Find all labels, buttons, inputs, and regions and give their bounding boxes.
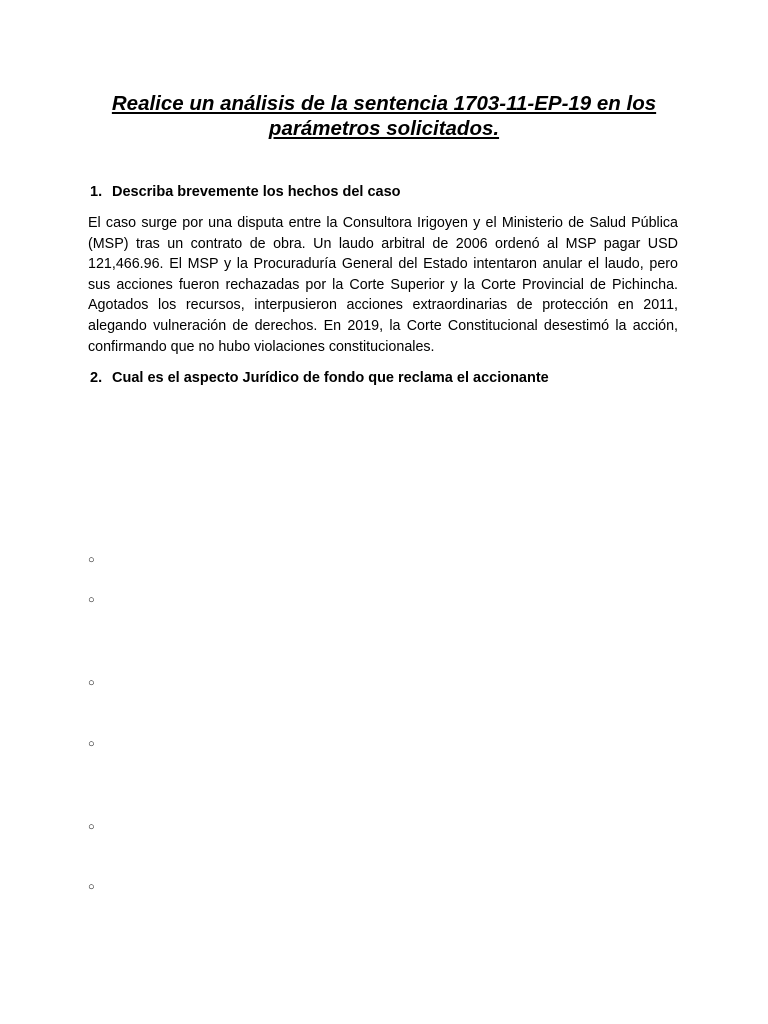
- empty-bullet: ○: [88, 738, 95, 750]
- document-title: Realice un análisis de la sentencia 1703-11-EP-19 en los parámetros solicitados.: [111, 92, 657, 140]
- question-2-text: Cual es el aspecto Jurídico de fondo que reclama el accionante: [112, 370, 549, 386]
- question-1-answer: El caso surge por una disputa entre la Consultora Irigoyen y el Ministerio de Salud Pública (MSP) tras un contrato de obra. Un laudo arbitral de 2006 ordenó al MSP pagar USD 121,466.96. El MSP y la Procuraduría General del Estado intentaron anular el laudo, pero sus acciones fueron rechazadas por la Corte Superior y la Corte Provincial de Pichincha. Agotados los recursos, interpusieron acciones extraordinarias de protección en 2011, alegando vulneración de derechos. En 2019, la Corte Constitucional desestimó la acción, confirmando que no hubo violaciones constitucionales.: [88, 215, 678, 355]
- empty-bullet: ○: [88, 594, 95, 606]
- question-1-number: 1.: [90, 184, 103, 200]
- question-2-number: 2.: [90, 370, 103, 386]
- empty-bullet: ○: [88, 677, 95, 689]
- question-1-heading: [90, 183, 401, 201]
- question-1-text: Describa brevemente los hechos del caso: [112, 184, 401, 200]
- question-2-heading: [90, 369, 549, 387]
- empty-bullet: ○: [88, 821, 95, 833]
- empty-bullet: ○: [88, 554, 95, 566]
- empty-bullet: ○: [88, 881, 95, 893]
